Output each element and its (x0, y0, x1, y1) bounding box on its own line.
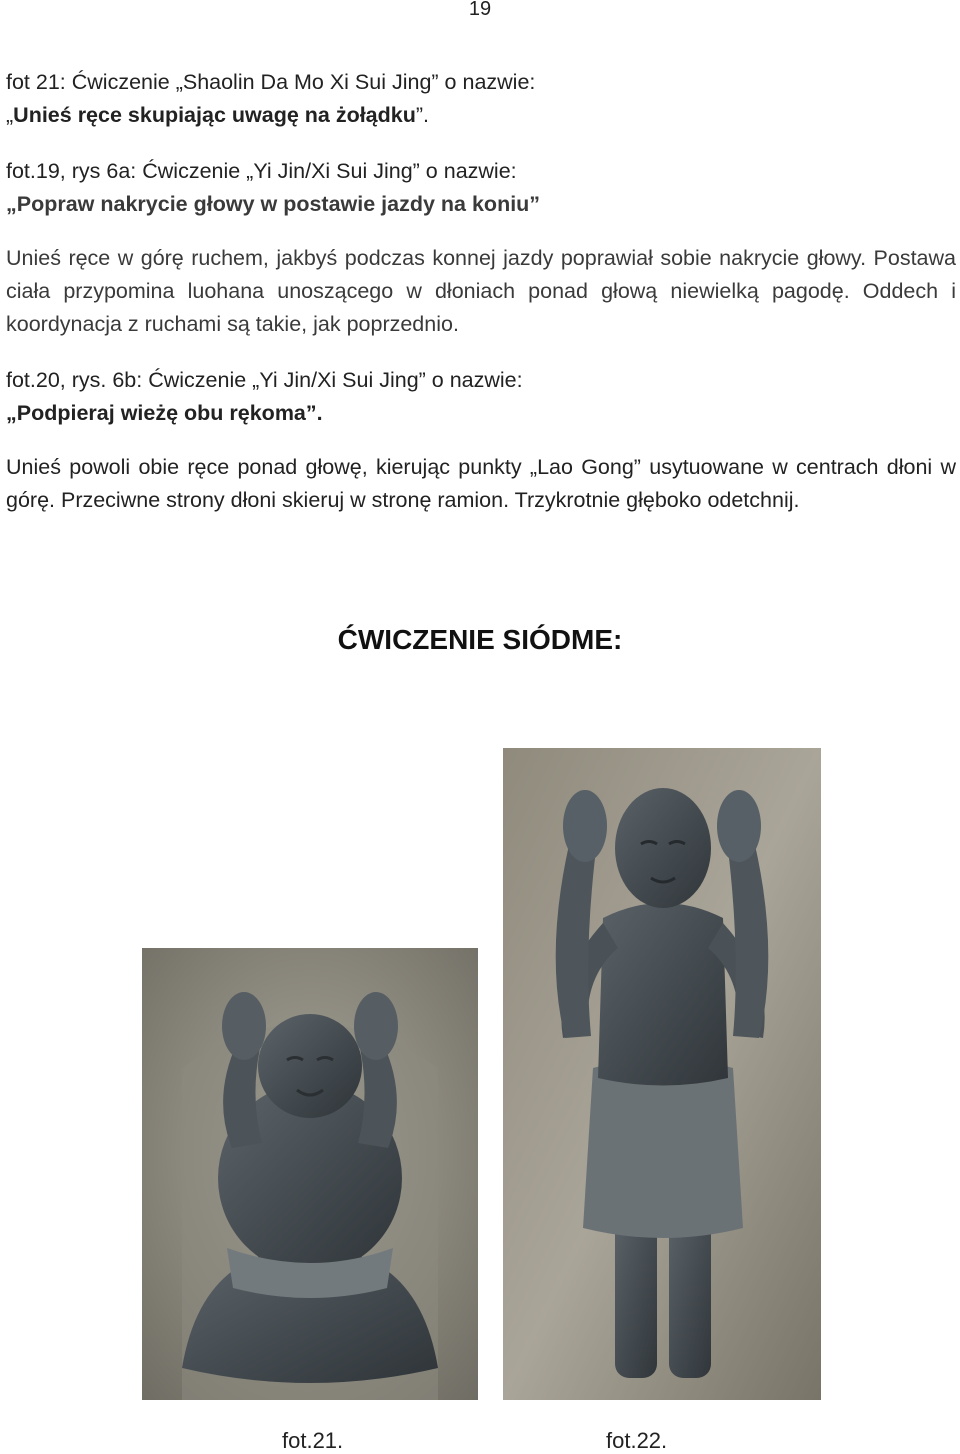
fot21-caption-line1: fot 21: Ćwiczenie „Shaolin Da Mo Xi Sui Jing” o nazwie: (6, 70, 536, 94)
fot20-caption-line1: fot.20, rys. 6b: Ćwiczenie „Yi Jin/Xi Sui Jing” o nazwie: (6, 368, 523, 392)
fot19-exercise-name: „Popraw nakrycie głowy w postawie jazdy na koniu” (6, 192, 541, 216)
fot21-caption-line2: „Unieś ręce skupiając uwagę na żołądku”. (6, 103, 429, 127)
photo-fot21 (142, 948, 478, 1400)
fot21-exercise-name: Unieś ręce skupiając uwagę na żołądku (13, 103, 416, 127)
fot20-caption-line2 (6, 397, 956, 430)
fot19-caption (6, 155, 956, 221)
standing-luohan-relief-image (503, 748, 821, 1400)
figure-label-fot22: fot.22. (606, 1428, 668, 1453)
paragraph-1: Unieś ręce w górę ruchem, jakbyś podczas konnej jazdy poprawiał sobie nakrycie głowy. Postawa ciała przypomina luohana unoszącego w dłoniach ponad głową niewielką pagodę. Oddech i koordynacja z ruchami są takie, jak poprzednio. (6, 246, 956, 336)
section-heading: ĆWICZENIE SIÓDME: (337, 624, 623, 655)
fot21-caption (6, 66, 956, 132)
fot20-caption (6, 364, 956, 430)
paragraph-2: Unieś powoli obie ręce ponad głowę, kierując punkty „Lao Gong” usytuowane w centrach dłoni w górę. Przeciwne strony dłoni skieruj w stronę ramion. Trzykrotnie głęboko odetchnij. (6, 455, 956, 512)
fot20-exercise-name: „Podpieraj wieżę obu rękoma”. (6, 401, 323, 425)
page-number: 19 (468, 0, 492, 20)
photo-fot22 (503, 748, 821, 1400)
seated-luohan-relief-image (142, 948, 478, 1400)
figure-label-fot21: fot.21. (282, 1428, 344, 1453)
fot19-caption-line2 (6, 188, 956, 221)
fot19-caption-line1: fot.19, rys 6a: Ćwiczenie „Yi Jin/Xi Sui Jing” o nazwie: (6, 159, 517, 183)
